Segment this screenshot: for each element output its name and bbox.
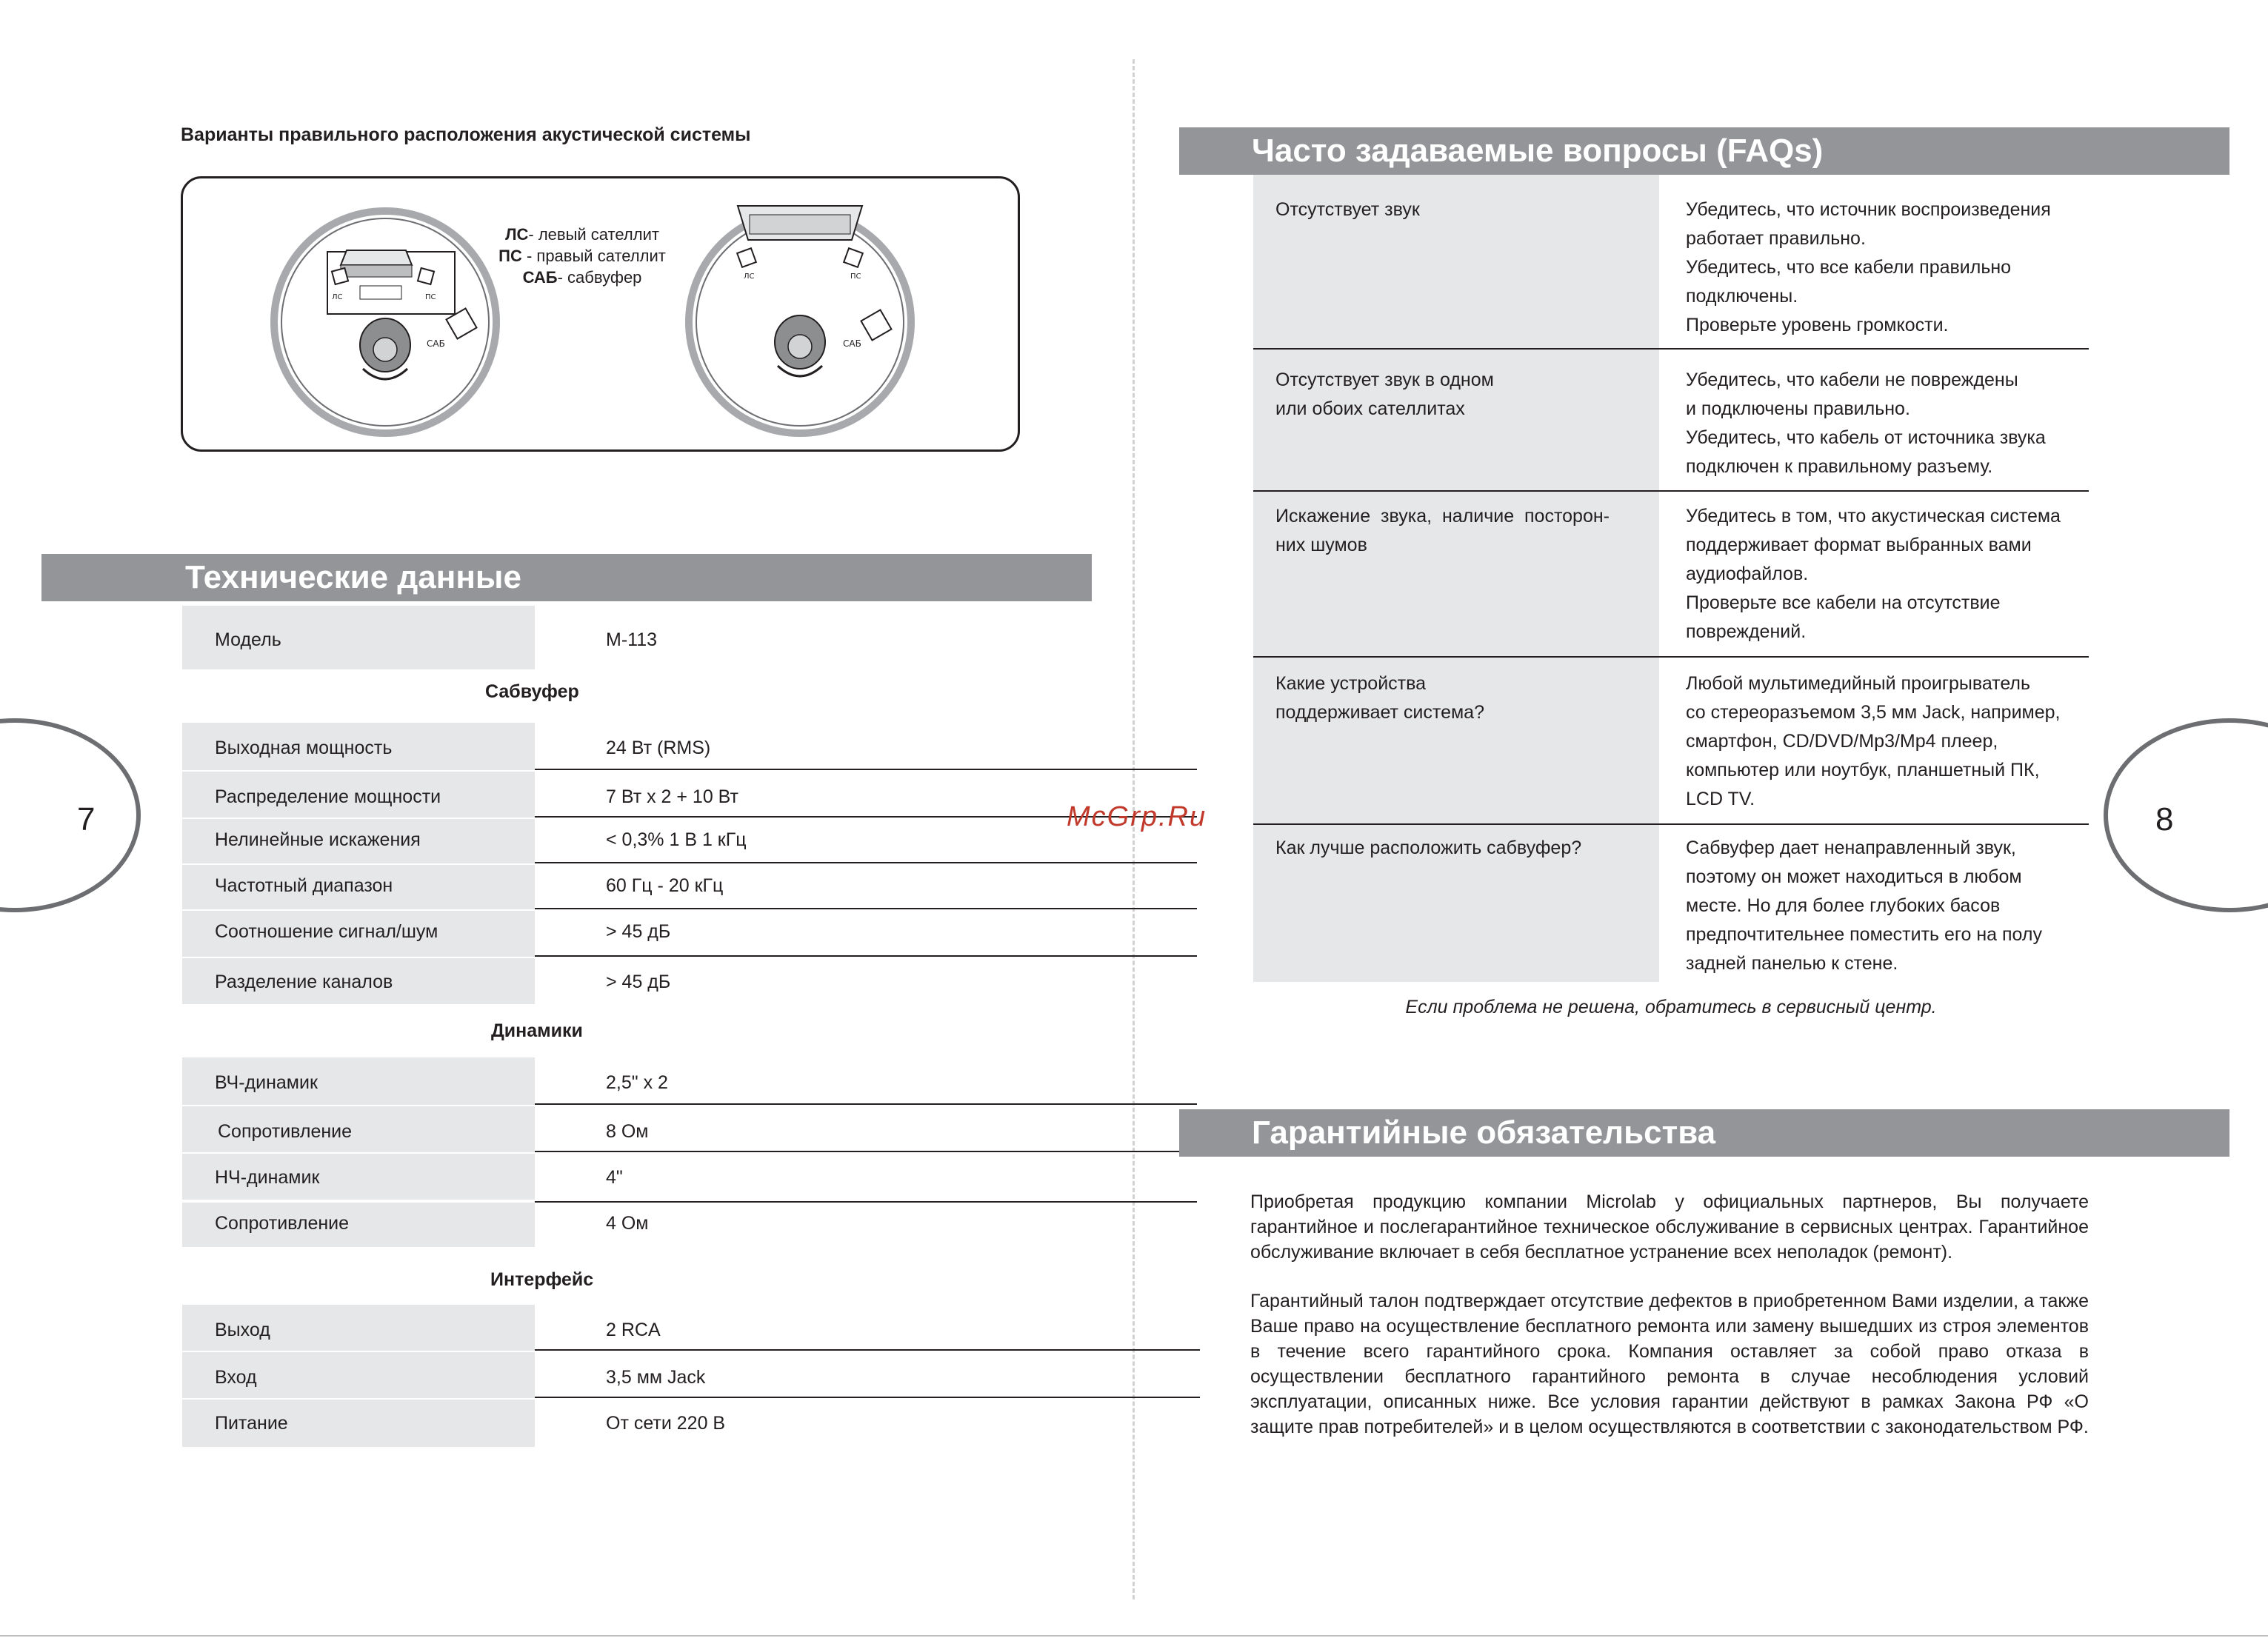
- spec-row: [182, 1400, 1019, 1447]
- spec-value: < 0,3% 1 В 1 кГц: [606, 829, 747, 850]
- spec-value: 4": [606, 1167, 623, 1188]
- monitor-shape: [341, 250, 412, 265]
- spec-label: Выходная мощность: [215, 738, 393, 758]
- faq-question: Искажение звука, наличие посторон- них шумов: [1275, 506, 1610, 555]
- faq-question: Какие устройства поддерживает система?: [1275, 673, 1484, 723]
- legend-row-right: ПС - правый сателлит: [498, 247, 666, 265]
- spec-row: [182, 1203, 1019, 1247]
- page-number-left: 7: [77, 801, 96, 838]
- faq-answer: Любой мультимедийный проигрыватель со стереоразъемом 3,5 мм Jack, например, смартфон, CD/DVD/Mp3/Mp4 плеер, компьютер или ноутбук, планшетный ПК, LCD TV.: [1686, 673, 2061, 809]
- label-right-satellite: ПС: [425, 293, 436, 301]
- spec-row: [182, 958, 1019, 1004]
- bottom-edge-line: [0, 1635, 2268, 1637]
- spec-value: 8 Ом: [606, 1121, 649, 1142]
- label-subwoofer: САБ: [843, 338, 861, 349]
- spec-label: Соотношение сигнал/шум: [215, 921, 438, 942]
- spec-row: [182, 865, 1019, 909]
- spec-row: [182, 772, 1019, 818]
- spec-label: Частотный диапазон: [215, 875, 393, 896]
- left-satellite-shape: [332, 268, 348, 284]
- spec-value: 2 RCA: [606, 1320, 661, 1340]
- arrangement-diagram-desk: [267, 204, 504, 440]
- legend-row-left: ЛС- левый сателлит: [505, 225, 659, 244]
- spec-group-interface: Интерфейс: [490, 1269, 594, 1290]
- spec-row: [182, 1057, 1019, 1105]
- spec-value: 2,5" x 2: [606, 1072, 668, 1093]
- spec-row: [182, 911, 1019, 957]
- watermark: McGrp.Ru: [1067, 801, 1207, 832]
- warranty-title: Гарантийные обязательства: [1252, 1114, 1716, 1151]
- spec-group-speakers: Динамики: [491, 1020, 583, 1041]
- spec-row: [182, 819, 1019, 863]
- spec-label: Разделение каналов: [215, 972, 393, 992]
- arrangement-title: Варианты правильного расположения акустической системы: [181, 124, 751, 145]
- keyboard-shape: [360, 286, 401, 299]
- spec-label: Вход: [215, 1367, 257, 1388]
- spec-row-model: [182, 606, 1019, 669]
- spec-value: 60 Гц - 20 кГц: [606, 875, 724, 896]
- faq-question: Отсутствует звук в одном или обоих сателлитах: [1275, 370, 1494, 419]
- page-tab-right: [2104, 718, 2268, 912]
- spec-value: 7 Вт x 2 + 10 Вт: [606, 786, 738, 807]
- spec-label: ВЧ-динамик: [215, 1072, 318, 1093]
- spec-label: НЧ-динамик: [215, 1167, 320, 1188]
- spec-value: > 45 дБ: [606, 921, 671, 942]
- warranty-paragraph-2: Гарантийный талон подтверждает отсутствие дефектов в приобретенном Вами изделии, а также Ваше право на осуществление бесплатного ремонта или замену вышедших из строя элементов в течение всего гарантийного срока. Компания оставляет за собой право отказа в осуществлении бесплатного гарантийного ремонта в случае несоблюдения условий эксплуатации, описанных ниже. Все условия гарантии действуют в рамках Закона РФ «О защите прав потребителей» и в целом осуществляются в соответствии с законодательством РФ.: [1250, 1291, 2089, 1437]
- spec-label: Сопротивление: [215, 1213, 350, 1234]
- label-right-satellite: ПС: [850, 273, 861, 281]
- arrangement-diagram-tv: [681, 204, 918, 440]
- spec-row: [182, 723, 1019, 770]
- spec-value: От сети 220 В: [606, 1413, 726, 1434]
- spec-row: [182, 1154, 1019, 1200]
- faq-answer: Убедитесь, что кабели не повреждены и подключены правильно. Убедитесь, что кабель от источника звука подключен к правильному разъему.: [1686, 370, 2046, 477]
- label-left-satellite: ЛС: [744, 273, 755, 281]
- page-number-right: 8: [2155, 801, 2174, 838]
- warranty-paragraph-1: Приобретая продукцию компании Microlab у официальных партнеров, Вы получаете гарантийное и послегарантийное техническое обслуживание в сервисных центрах. Гарантийное обслуживание включает в себя бесплатное устранение всех неполадок (ремонт).: [1250, 1191, 2089, 1263]
- spec-value: M-113: [606, 629, 658, 650]
- spec-row: [182, 1106, 1019, 1152]
- label-subwoofer: САБ: [427, 338, 445, 349]
- spec-label: Питание: [215, 1413, 288, 1434]
- faq-answer: Убедитесь, что источник воспроизведения работает правильно. Убедитесь, что все кабели правильно подключены. Проверьте уровень громкости.: [1686, 199, 2051, 335]
- specs-title: Технические данные: [185, 559, 521, 595]
- faq-title: Часто задаваемые вопросы (FAQs): [1252, 133, 1824, 169]
- page-tab-left: [0, 718, 141, 912]
- spec-value: 3,5 мм Jack: [606, 1367, 706, 1388]
- faq-question: Отсутствует звук: [1275, 199, 1420, 220]
- spec-label: Модель: [215, 629, 281, 650]
- faq-answer: Убедитесь в том, что акустическая система поддерживает формат выбранных вами аудиофайлов. Проверьте все кабели на отсутствие повреждений.: [1686, 506, 2061, 642]
- legend-row-sub: САБ- сабвуфер: [522, 268, 642, 287]
- label-left-satellite: ЛС: [332, 293, 343, 301]
- spec-value: 24 Вт (RMS): [606, 738, 711, 758]
- right-satellite-shape: [418, 268, 434, 284]
- spec-label: Выход: [215, 1320, 270, 1340]
- faq-answer: Сабвуфер дает ненаправленный звук, поэтому он может находиться в любом месте. Но для более глубоких басов предпочтительнее поместить его на полу задней панелью к стене.: [1686, 838, 2042, 974]
- spec-label: Нелинейные искажения: [215, 829, 421, 850]
- arrangement-legend: [478, 224, 686, 288]
- faq-note: Если проблема не решена, обратитесь в сервисный центр.: [1405, 997, 1937, 1017]
- spec-value: 4 Ом: [606, 1213, 649, 1234]
- spec-value: > 45 дБ: [606, 972, 671, 992]
- faq-question: Как лучше расположить сабвуфер?: [1275, 838, 1582, 858]
- spec-row: [182, 1352, 1019, 1398]
- spec-label: Распределение мощности: [215, 786, 441, 807]
- spec-row: [182, 1305, 1019, 1351]
- spec-group-subwoofer: Сабвуфер: [485, 681, 579, 702]
- spec-label: Сопротивление: [218, 1121, 353, 1142]
